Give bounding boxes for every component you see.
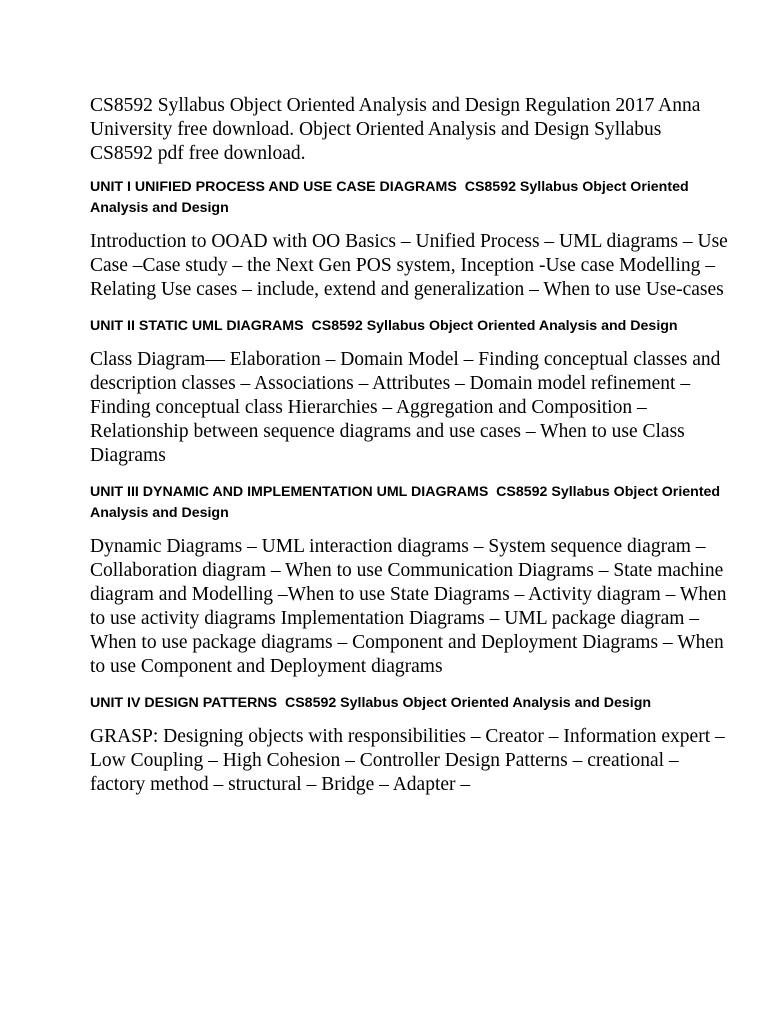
unit-3-title: UNIT III DYNAMIC AND IMPLEMENTATION UML DIAGRAMS bbox=[90, 484, 489, 500]
unit-1-section bbox=[90, 177, 728, 302]
unit-2-section bbox=[90, 316, 728, 468]
unit-3-heading bbox=[90, 482, 728, 524]
unit-2-body: Class Diagram–– Elaboration – Domain Model – Finding conceptual classes and description classes – Associations – Attributes – Domain model refinement – Finding conceptual class Hierarchies – Aggregation and Composition – Relationship between sequence diagrams and use cases – When to use Class Diagrams bbox=[90, 349, 721, 466]
unit-4-subtitle: CS8592 Syllabus Object Oriented Analysis and Design bbox=[284, 695, 652, 711]
unit-4-section bbox=[90, 693, 728, 797]
unit-2-title: UNIT II STATIC UML DIAGRAMS bbox=[90, 318, 304, 334]
unit-1-subtitle: CS8592 Syllabus Object Oriented Analysis and Design bbox=[90, 179, 689, 216]
unit-4-title: UNIT IV DESIGN PATTERNS bbox=[90, 695, 278, 711]
unit-1-heading bbox=[90, 177, 728, 219]
unit-1-body: Introduction to OOAD with OO Basics – Unified Process – UML diagrams – Use Case –Case study – the Next Gen POS system, Inception -Use case Modelling – Relating Use cases – include, extend and generalization – When to use Use-cases bbox=[90, 231, 728, 300]
unit-3-subtitle: CS8592 Syllabus Object Oriented Analysis and Design bbox=[90, 484, 721, 521]
unit-1-title: UNIT I UNIFIED PROCESS AND USE CASE DIAGRAMS bbox=[90, 179, 457, 195]
intro-paragraph: CS8592 Syllabus Object Oriented Analysis and Design Regulation 2017 Anna University free download. Object Oriented Analysis and Design Syllabus CS8592 pdf free download. bbox=[90, 95, 701, 164]
unit-3-section bbox=[90, 482, 728, 679]
unit-3-body: Dynamic Diagrams – UML interaction diagrams – System sequence diagram – Collaboration diagram – When to use Communication Diagrams – State machine diagram and Modelling –When to use State Diagrams – Activity diagram – When to use activity diagrams Implementation Diagrams – UML package diagram – When to use package diagrams – Component and Deployment Diagrams – When to use Component and Deployment diagrams bbox=[90, 536, 727, 677]
unit-4-body: GRASP: Designing objects with responsibilities – Creator – Information expert – Low Coupling – High Cohesion – Controller Design Patterns – creational – factory method – structural – Bridge – Adapter – bbox=[90, 726, 725, 795]
unit-4-heading bbox=[90, 693, 728, 714]
unit-2-heading bbox=[90, 316, 728, 337]
unit-2-subtitle: CS8592 Syllabus Object Oriented Analysis and Design bbox=[311, 318, 678, 334]
